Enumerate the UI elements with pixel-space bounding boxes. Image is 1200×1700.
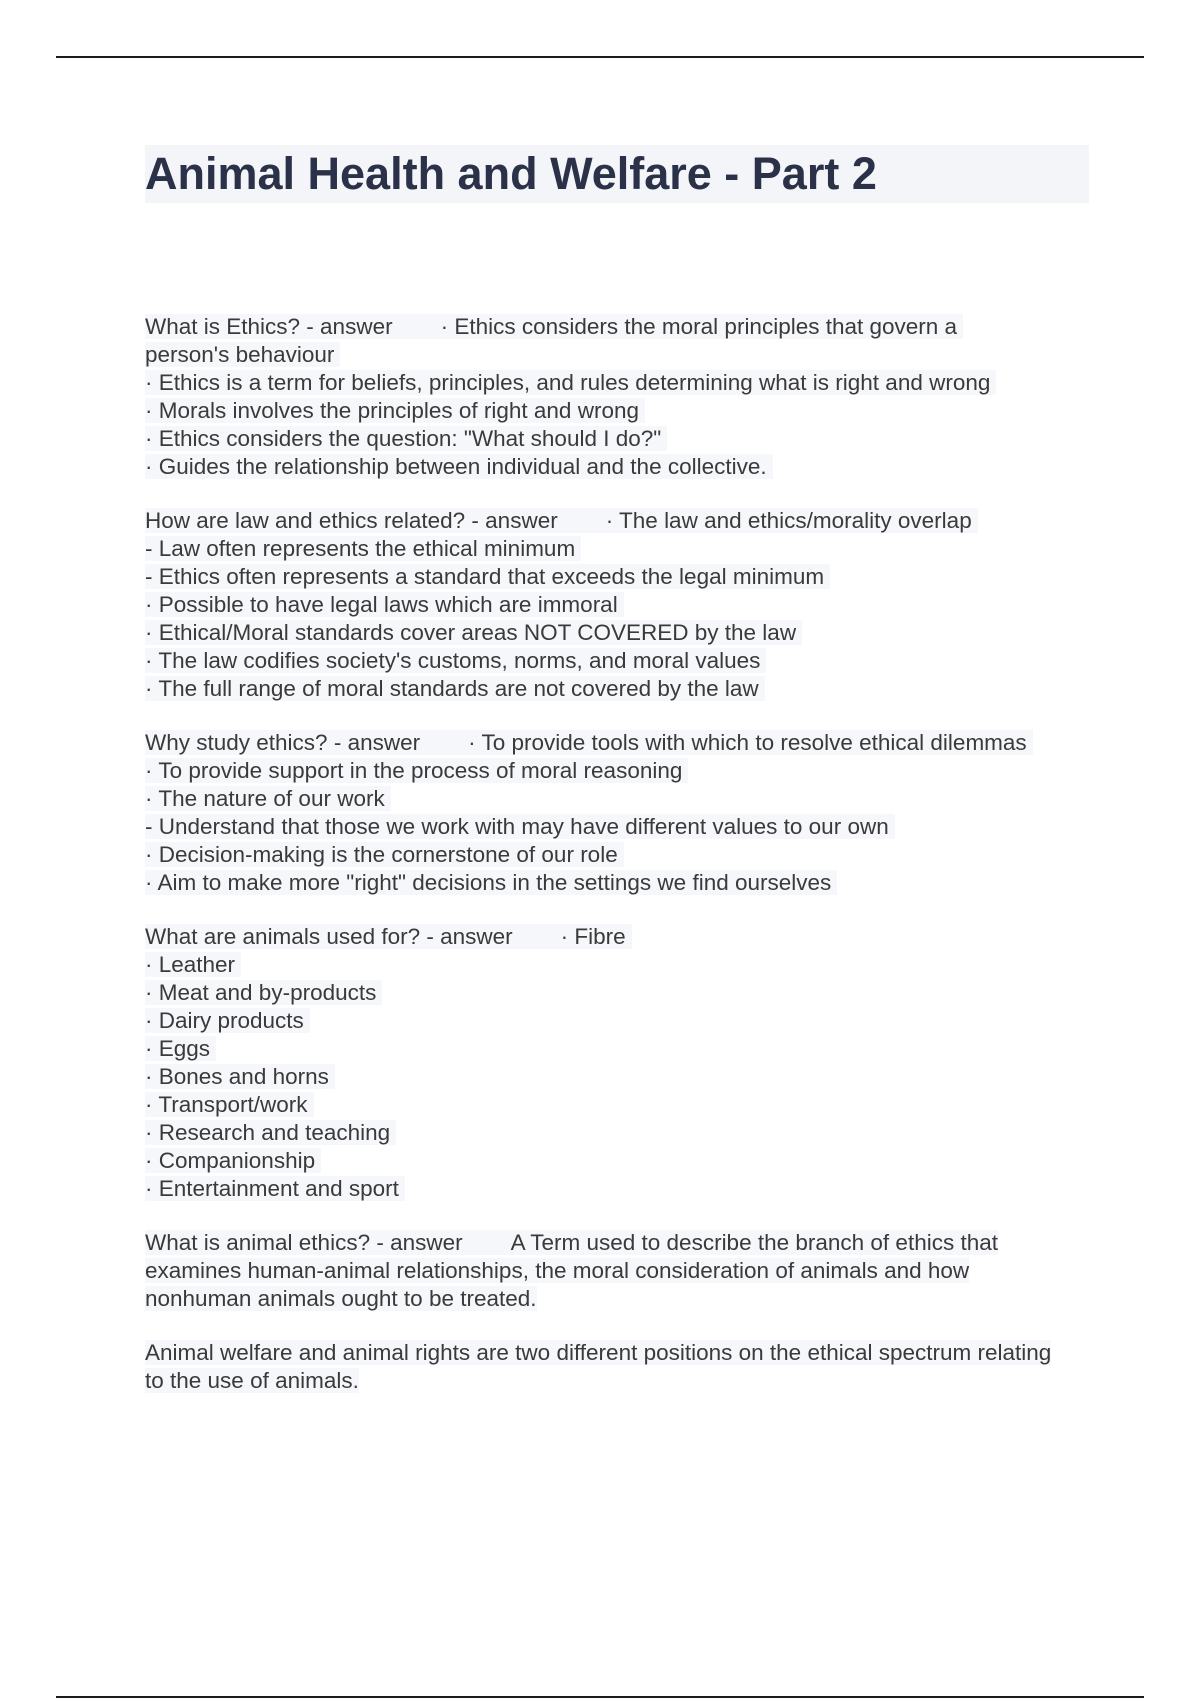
qa-line: person's behaviour	[145, 341, 1095, 369]
qa-line: - Understand that those we work with may have different values to our own	[145, 813, 1095, 841]
qa-answer-first: · To provide tools with which to resolve ethical dilemmas	[468, 730, 1027, 755]
qa-line	[145, 729, 1095, 757]
qa-block-animal-uses	[145, 923, 1095, 1203]
qa-line: · Research and teaching	[145, 1119, 1095, 1147]
qa-line: · Guides the relationship between individual and the collective.	[145, 453, 1095, 481]
qa-line: - Law often represents the ethical minimum	[145, 535, 1095, 563]
qa-line: · Decision-making is the cornerstone of our role	[145, 841, 1095, 869]
qa-line: · Eggs	[145, 1035, 1095, 1063]
document-body	[145, 313, 1095, 1421]
qa-line: · Dairy products	[145, 1007, 1095, 1035]
qa-answer-first: · The law and ethics/morality overlap	[605, 508, 972, 533]
qa-line: · Meat and by-products	[145, 979, 1095, 1007]
closing-paragraph: Animal welfare and animal rights are two different positions on the ethical spectrum relating to the use of animals.	[145, 1340, 1052, 1393]
qa-question: Why study ethics? - answer	[145, 730, 421, 755]
qa-line	[145, 923, 1095, 951]
document-title: Animal Health and Welfare - Part 2	[145, 148, 877, 199]
qa-line: · Bones and horns	[145, 1063, 1095, 1091]
qa-line: · Ethics is a term for beliefs, principles, and rules determining what is right and wrong	[145, 369, 1095, 397]
qa-line: · The nature of our work	[145, 785, 1095, 813]
qa-line: · The law codifies society's customs, norms, and moral values	[145, 647, 1095, 675]
qa-block-ethics	[145, 313, 1095, 481]
qa-line: · The full range of moral standards are not covered by the law	[145, 675, 1095, 703]
qa-answer: A Term used to describe the branch of ethics that examines human-animal relationships, the moral consideration of animals and how nonhuman animals ought to be treated.	[145, 1230, 998, 1311]
qa-line: · Leather	[145, 951, 1095, 979]
qa-line: · Ethics considers the question: "What should I do?"	[145, 425, 1095, 453]
qa-block-animal-ethics	[145, 1229, 1065, 1313]
title-block	[145, 145, 1089, 203]
qa-line: · To provide support in the process of moral reasoning	[145, 757, 1095, 785]
qa-answer-first: · Ethics considers the moral principles that govern a	[440, 314, 958, 339]
qa-line: · Aim to make more "right" decisions in the settings we find ourselves	[145, 869, 1095, 897]
qa-line: · Morals involves the principles of right and wrong	[145, 397, 1095, 425]
qa-line	[145, 313, 1095, 341]
qa-line: · Companionship	[145, 1147, 1095, 1175]
qa-question: What is Ethics? - answer	[145, 314, 393, 339]
qa-line	[145, 507, 1095, 535]
qa-line: - Ethics often represents a standard that exceeds the legal minimum	[145, 563, 1095, 591]
qa-question: What are animals used for? - answer	[145, 924, 513, 949]
qa-line: · Entertainment and sport	[145, 1175, 1095, 1203]
qa-line: · Transport/work	[145, 1091, 1095, 1119]
qa-block-why-study	[145, 729, 1095, 897]
qa-question: How are law and ethics related? - answer	[145, 508, 558, 533]
qa-line: · Possible to have legal laws which are immoral	[145, 591, 1095, 619]
qa-line: · Ethical/Moral standards cover areas NOT COVERED by the law	[145, 619, 1095, 647]
bottom-rule	[56, 1696, 1144, 1698]
qa-block-law-ethics	[145, 507, 1095, 703]
qa-answer-first: · Fibre	[560, 924, 626, 949]
top-rule	[56, 56, 1144, 58]
qa-question: What is animal ethics? - answer	[145, 1230, 463, 1255]
